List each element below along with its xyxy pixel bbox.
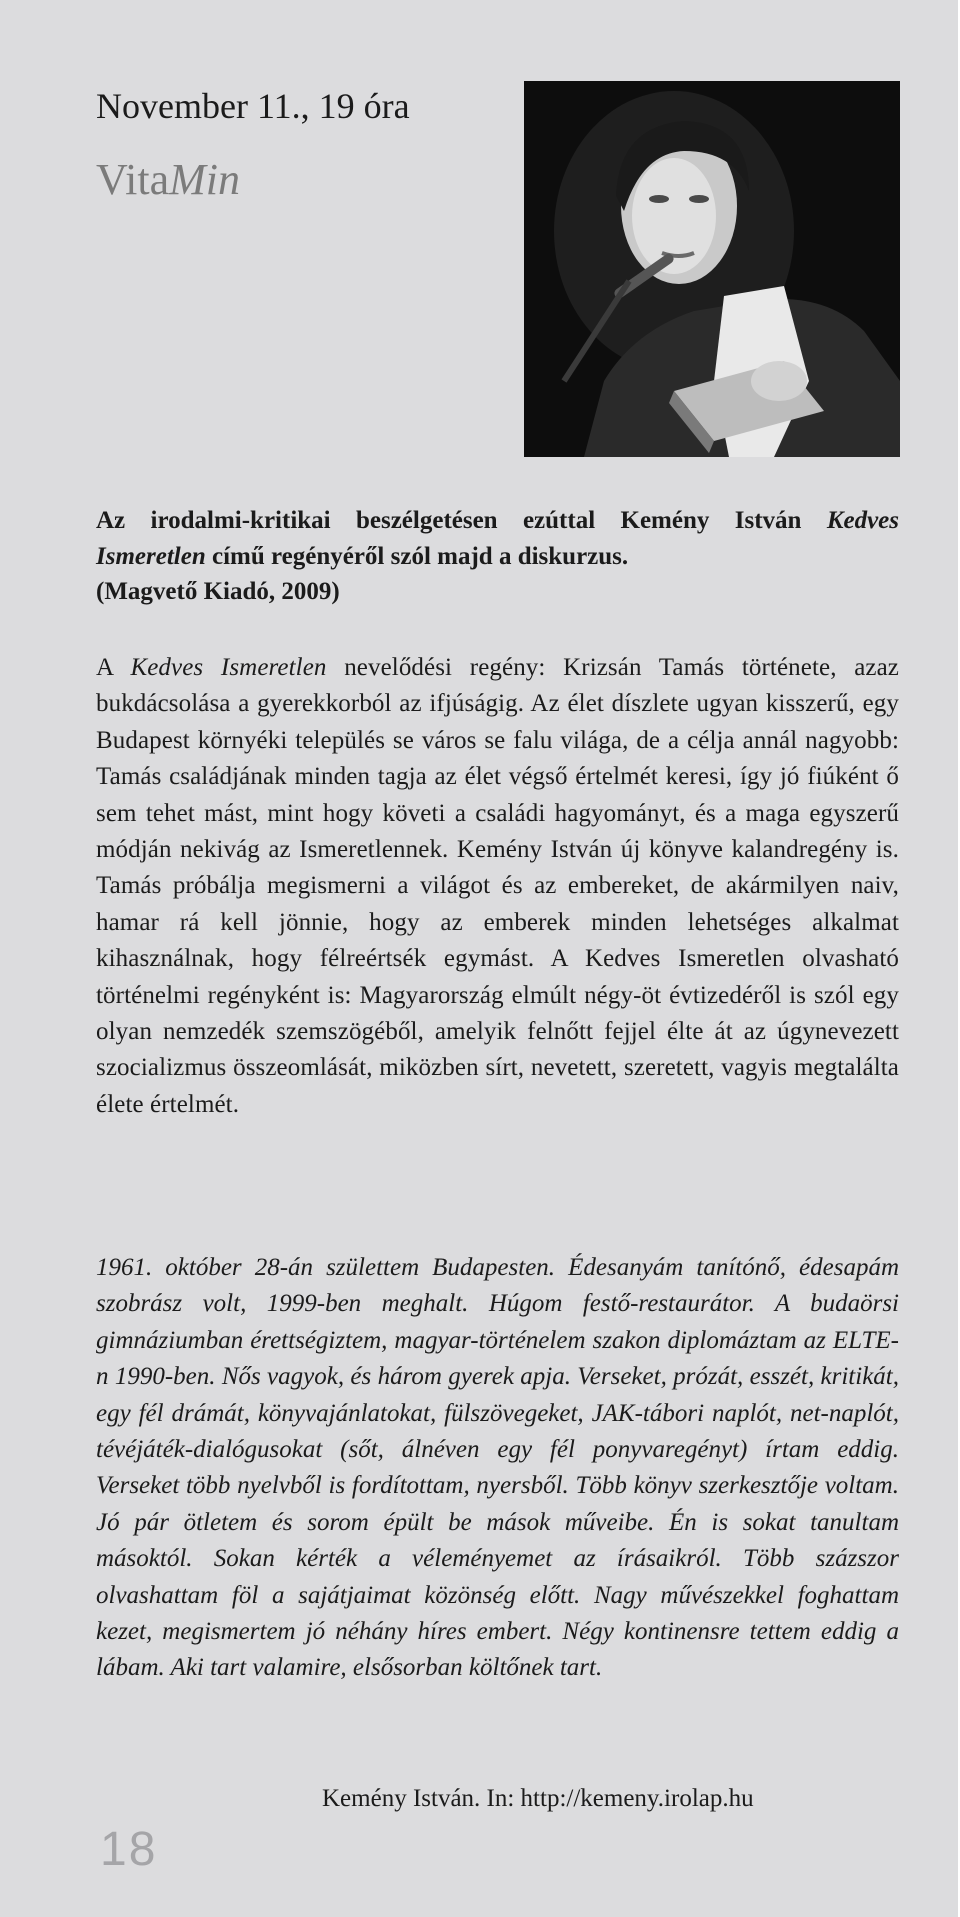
event-date: November 11., 19 óra [96,86,410,126]
page-number: 18 [100,1823,158,1876]
body-prefix: A [96,654,131,681]
author-photo-image [524,81,900,457]
lead-line-2: című regényéről szól majd a diskurzus. [205,542,629,570]
bio-source: Kemény István. In: http://kemeny.irolap.hu [322,1785,754,1812]
lead-book-title: Kedves Ismeretlen [96,507,900,570]
event-title-plain: Vita [96,155,170,204]
lead-paragraph [96,503,899,610]
lead-publisher: (Magvető Kiadó, 2009) [96,578,340,605]
body-book-title: Kedves Ismeretlen [130,654,327,681]
author-photo [524,81,900,457]
author-bio: 1961. október 28-án születtem Budapesten. Édesanyám tanítónő, édesapám szobrász volt, 1999-ben meghalt. Húgom festő-restaurátor. A budaörsi gimnáziumban érettségiztem, magyar-történelem szakon diplomáztam az ELTE-n 1990-ben. Nős vagyok, és három gyerek apja. Verseket, prózát, esszét, kritikát, egy fél drámát, könyvajánlatokat, fülszövegeket, JAK-tábori naplót, net-naplót, tévéjáték-dialógusokat (sőt, álnéven egy fél ponyvaregényt) írtam eddig. Verseket több nyelvből is fordítottam, nyersből. Több könyv szerkesztője voltam. Jó pár ötletem és sorom épült be mások műveibe. Én is sokat tanultam másoktól. Sokan kérték a véleményemet az írásaikról. Több százszor olvashattam föl a sajátjaimat közönség előtt. Nagy művészekkel foghattam kezet, megismertem jó néhány híres embert. Négy kontinensre tettem eddig a lábam. Aki tart valamire, elsősorban költőnek tart. [96,1254,899,1682]
lead-line-1: Az irodalmi-kritikai beszélgetésen ezúttal Kemény István [96,507,802,534]
event-title-italic: Min [169,155,241,204]
body-paragraph [96,650,899,1123]
body-text: nevelődési regény: Krizsán Tamás története, azaz bukdácsolása a gyerekkorból az ifjúságig. Az élet díszlete ugyan kisszerű, egy Budapest környéki település se város se falu világa, de a célja annál nagyobb: Tamás családjának minden tagja az élet végső értelmét keresi, így jó fiúként ő sem tehet mást, mint hogy követi a családi hagyományt, és a maga egyszerű módján nekivág az Ismeretlennek. Kemény István új könyve kalandregény is. Tamás próbálja megismerni a világot és az embereket, de akármilyen naiv, hamar rá kell jönnie, hogy az emberek minden lehetséges alkalmat kihasználnak, hogy félreértsék egymást. A Kedves Ismeretlen olvasható történelmi regényként is: Magyarország elmúlt négy-öt évtizedéről is szól egy olyan nemzedék szemszögéből, amelyik felnőtt fejjel élte át az úgynevezett szocializmus összeomlását, miközben sírt, nevetett, szeretett, vagyis megtalálta élete értelmét. [96,654,900,1118]
event-title [96,154,240,206]
